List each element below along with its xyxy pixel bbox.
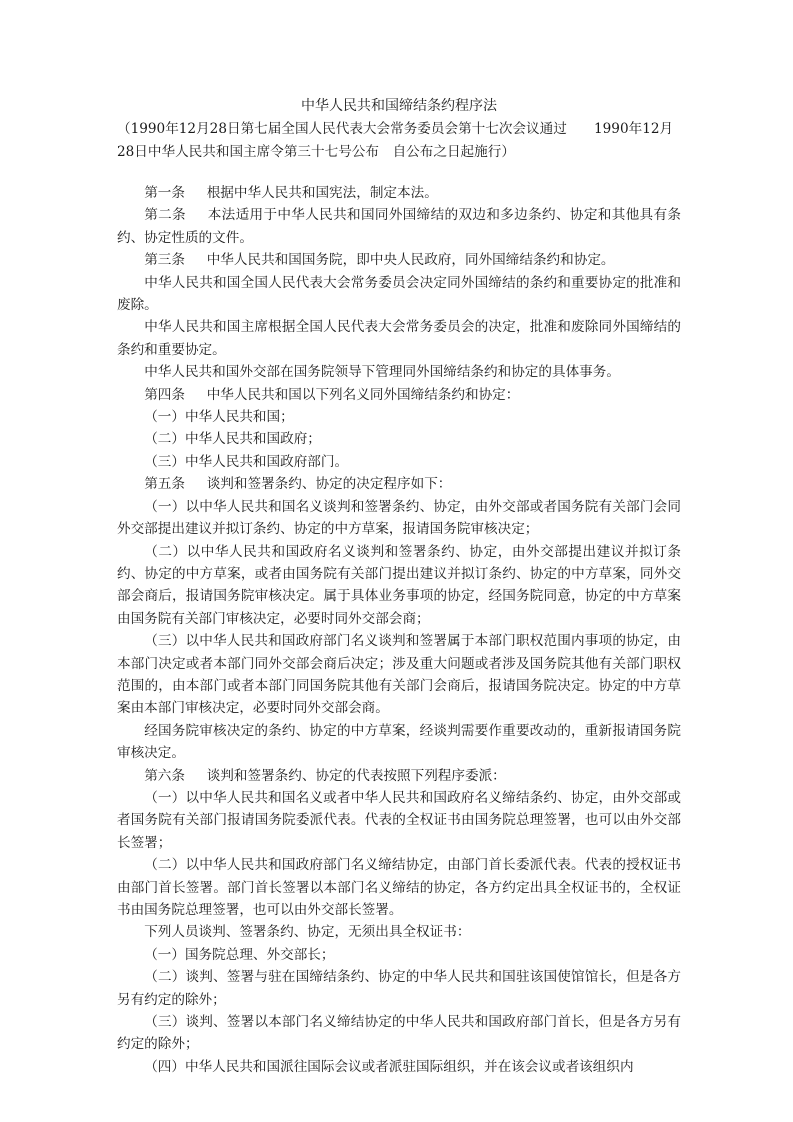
document-title: 中华人民共和国缔结条约程序法 [301, 98, 497, 114]
article-number: 第四条 [144, 386, 185, 403]
paragraph-text: 中华人民共和国国务院，即中央人民政府，同外国缔结条约和协定。 [206, 252, 615, 269]
paragraph-text: （一）国务院总理、外交部长； [144, 946, 335, 963]
paragraph-text: （一）中华人民共和国； [144, 409, 294, 426]
paragraph [117, 966, 681, 1011]
paragraph-text: （一）以中华人民共和国名义或者中华人民共和国政府名义缔结条约、协定，由外交部或者国务院有关部门报请国务院委派代表。代表的全权证书由国务院总理签署，也可以由外交部长签署； [117, 789, 681, 851]
paragraph [117, 720, 681, 765]
paragraph-text: （一）以中华人民共和国名义谈判和签署条约、协定，由外交部或者国务院有关部门会同外交部提出建议并拟订条约、协定的中方草案，报请国务院审核决定； [117, 498, 681, 538]
document-body [117, 182, 681, 1078]
paragraph-text: 经国务院审核决定的条约、协定的中方草案，经谈判需要作重要改动的，重新报请国务院审核决定。 [117, 722, 681, 762]
article-number: 第三条 [144, 252, 185, 269]
paragraph-text: （二）以中华人民共和国政府名义谈判和签署条约、协定，由外交部提出建议并拟订条约、协定的中方草案，或者由国务院有关部门提出建议并拟订条约、协定的中方草案，同外交部会商后，报请国务院审核决定。属于具体业务事项的协定，经国务院同意，协定的中方草案由国务院有关部门审核决定，必要时同外交部会商； [117, 543, 681, 627]
document-subtitle: （1990年12月28日第七届全国人民代表大会常务委员会第十七次会议通过 1990年12月28日中华人民共和国主席令第三十七号公布 自公布之日起施行） [117, 121, 674, 160]
article-paragraph [117, 204, 681, 249]
paragraph-text: 中华人民共和国全国人民代表大会常务委员会决定同外国缔结的条约和重要协定的批准和废除。 [117, 274, 681, 314]
paragraph [117, 854, 681, 921]
article-paragraph [117, 473, 681, 495]
paragraph [117, 451, 681, 473]
article-paragraph [117, 249, 681, 271]
paragraph-text: 谈判和签署条约、协定的决定程序如下： [206, 476, 452, 493]
paragraph-text: 下列人员谈判、签署条约、协定，无须出具全权证书： [144, 924, 471, 941]
article-paragraph [117, 765, 681, 787]
article-number: 第五条 [144, 476, 185, 493]
paragraph-text: （二）中华人民共和国政府； [144, 431, 321, 448]
article-paragraph [117, 384, 681, 406]
paragraph [117, 944, 681, 966]
paragraph [117, 1011, 681, 1056]
paragraph [117, 630, 681, 720]
paragraph [117, 272, 681, 317]
paragraph-text: （二）以中华人民共和国政府部门名义缔结协定，由部门首长委派代表。代表的授权证书由部门首长签署。部门首长签署以本部门名义缔结的协定，各方约定出具全权证书的，全权证书由国务院总理签署，也可以由外交部长签署。 [117, 857, 681, 918]
paragraph-text: （三）中华人民共和国政府部门。 [144, 453, 349, 470]
paragraph-text: 谈判和签署条约、协定的代表按照下列程序委派： [206, 767, 506, 784]
article-paragraph [117, 182, 681, 204]
paragraph-text: 中华人民共和国以下列名义同外国缔结条约和协定： [206, 386, 520, 403]
paragraph [117, 541, 681, 631]
paragraph-text: （四）中华人民共和国派往国际会议或者派驻国际组织，并在该会议或者该组织内 [144, 1058, 634, 1075]
paragraph [117, 316, 681, 361]
paragraph [117, 921, 681, 943]
paragraph [117, 428, 681, 450]
paragraph [117, 406, 681, 428]
article-number: 第六条 [144, 767, 185, 784]
paragraph-text: 中华人民共和国主席根据全国人民代表大会常务委员会的决定，批准和废除同外国缔结的条约和重要协定。 [117, 319, 681, 358]
article-number: 第一条 [144, 185, 185, 201]
paragraph-text: 中华人民共和国外交部在国务院领导下管理同外国缔结条约和协定的具体事务。 [144, 364, 620, 381]
paragraph [117, 361, 681, 383]
paragraph-text: （二）谈判、签署与驻在国缔结条约、协定的中华人民共和国驻该国使馆馆长，但是各方另有约定的除外； [117, 969, 681, 1008]
paragraph [117, 787, 681, 854]
paragraph-text: 本法适用于中华人民共和国同外国缔结的双边和多边条约、协定和其他具有条约、协定性质的文件。 [117, 207, 682, 246]
paragraph-text: （三）以中华人民共和国政府部门名义谈判和签署属于本部门职权范围内事项的协定，由本部门决定或者本部门同外交部会商后决定；涉及重大问题或者涉及国务院其他有关部门职权范围的，由本部门或者本部门同国务院其他有关部门会商后，报请国务院决定。协定的中方草案由本部门审核决定，必要时同外交部会商。 [117, 633, 681, 717]
paragraph [117, 1056, 681, 1078]
paragraph-text: （三）谈判、签署以本部门名义缔结协定的中华人民共和国政府部门首长，但是各方另有约定的除外； [117, 1014, 681, 1053]
paragraph [117, 496, 681, 541]
article-number: 第二条 [144, 207, 186, 224]
paragraph-text: 根据中华人民共和国宪法，制定本法。 [206, 185, 438, 201]
